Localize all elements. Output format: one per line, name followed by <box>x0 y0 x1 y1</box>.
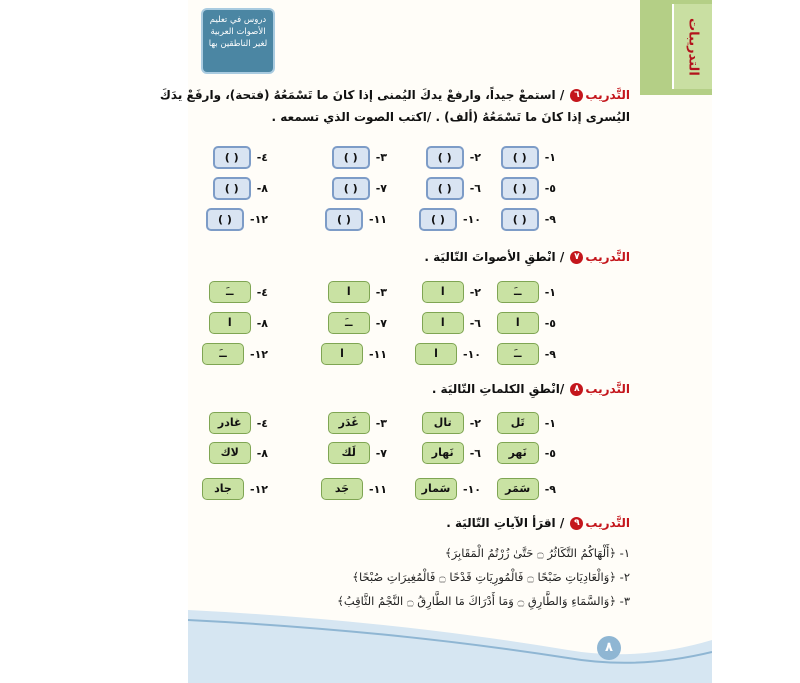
exercise-8-item-box: نَهر <box>497 442 539 464</box>
exercise-8-item-number: ٨- <box>256 446 268 460</box>
exercise-6-item-number: ٢- <box>469 151 481 164</box>
exercise-8-item <box>422 412 481 434</box>
exercise-6-item <box>419 208 481 231</box>
exercise-8-item <box>321 478 387 500</box>
exercise-8-item-box: لَك <box>328 442 370 464</box>
bottom-wave-decoration <box>188 600 712 683</box>
exercise-8-item-box: نَهار <box>422 442 464 464</box>
exercise-6-item-box[interactable]: ( ) <box>213 146 251 169</box>
exercise-8-text: /انْطقِ الكلماتِ التّاليَة . <box>431 382 565 396</box>
exercise-7-item-number: ١- <box>544 285 556 299</box>
exercise-7-item-box: ا <box>328 281 370 303</box>
exercise-7-item <box>415 343 481 365</box>
verse-1: ١- ﴿أَلْهَاكُمُ التَّكَاثُرُ ۝ حَتَّىٰ زُرْتُمُ الْمَقَابِرَ﴾ <box>444 546 630 560</box>
exercise-8-item <box>497 412 556 434</box>
exercise-7-item <box>497 281 556 303</box>
exercise-8-item-number: ٣- <box>375 416 387 430</box>
exercise-8-item-box: لاك <box>209 442 251 464</box>
exercise-6-item-number: ٧- <box>375 182 387 195</box>
exercise-6-item-box[interactable]: ( ) <box>419 208 457 231</box>
exercise-8-item <box>415 478 481 500</box>
exercise-7-number: ٧ <box>570 251 583 264</box>
exercise-6-number: ٦ <box>570 89 583 102</box>
exercise-7-item <box>497 343 556 365</box>
exercise-7-item-number: ٥- <box>544 316 556 330</box>
exercise-7-item-box: ــَ <box>209 281 251 303</box>
exercise-8-item-number: ٢- <box>469 416 481 430</box>
exercise-8-item-number: ١٢- <box>249 482 268 496</box>
exercise-6-item-box[interactable]: ( ) <box>501 208 539 231</box>
exercise-7-item-box: ــَ <box>497 281 539 303</box>
exercise-7-item <box>497 312 556 334</box>
exercise-7-text: / انْطقِ الأصواتَ التّاليَة . <box>424 250 565 264</box>
exercise-8-item-box: سَمار <box>415 478 457 500</box>
exercise-8-item <box>202 478 268 500</box>
exercise-7-item <box>321 343 387 365</box>
exercise-7-item-number: ١٠- <box>462 347 481 361</box>
exercise-7-item <box>209 312 268 334</box>
exercise-8-item-box: جاد <box>202 478 244 500</box>
exercise-8-item-number: ٥- <box>544 446 556 460</box>
exercise-8-item-number: ١- <box>544 416 556 430</box>
exercise-6-item-number: ٥- <box>544 182 556 195</box>
exercise-6-item-box[interactable]: ( ) <box>426 177 464 200</box>
exercise-6-item <box>426 177 481 200</box>
exercise-8-item <box>497 442 556 464</box>
exercise-8-item-box: سَمَر <box>497 478 539 500</box>
exercise-8-item-number: ١١- <box>368 482 387 496</box>
exercise-6-item-number: ٤- <box>256 151 268 164</box>
exercise-7-item <box>422 312 481 334</box>
exercise-7-item-box: ــَ <box>202 343 244 365</box>
exercise-7-item <box>209 281 268 303</box>
exercise-7-item-box: ــَ <box>328 312 370 334</box>
exercise-7-item-number: ١٢- <box>249 347 268 361</box>
exercise-7-item-box: ا <box>497 312 539 334</box>
exercise-7-item-number: ٧- <box>375 316 387 330</box>
exercise-7-item-box: ا <box>415 343 457 365</box>
exercise-7-item <box>422 281 481 303</box>
exercise-8-item-box: تال <box>422 412 464 434</box>
exercise-7-item-box: ا <box>321 343 363 365</box>
exercise-7-item-number: ١١- <box>368 347 387 361</box>
exercise-7-item-box: ــَ <box>497 343 539 365</box>
section-side-tab-label: التدريبات <box>672 4 712 89</box>
verse-3: ٣- ﴿وَالسَّمَاءِ وَالطَّارِقِ ۝ وَمَا أَدْرَاكَ مَا الطَّارِقُ ۝ النَّجْمُ الثَّاقِبُ﴾ <box>337 594 630 608</box>
exercise-7-item-box: ا <box>422 312 464 334</box>
exercise-6-item-number: ٣- <box>375 151 387 164</box>
section-side-tab <box>640 0 712 95</box>
exercise-8-item-number: ٦- <box>469 446 481 460</box>
exercise-7-item <box>328 281 387 303</box>
exercise-8-item <box>497 478 556 500</box>
exercise-7-item <box>328 312 387 334</box>
exercise-7-label: التَّدريب <box>585 250 630 264</box>
exercise-6-item <box>213 177 268 200</box>
exercise-6-item <box>332 177 387 200</box>
exercise-6-item-box[interactable]: ( ) <box>206 208 244 231</box>
exercise-8-item-box: تَل <box>497 412 539 434</box>
exercise-6-item-box[interactable]: ( ) <box>332 177 370 200</box>
exercise-6-item <box>213 146 268 169</box>
exercise-6-item-box[interactable]: ( ) <box>426 146 464 169</box>
exercise-6-line2: اليُسرى إذا كانَ ما تَسْمَعُهُ (ألف) . /اكتب الصوت الذي تسمعه . <box>271 110 630 124</box>
exercise-6-heading <box>160 88 630 102</box>
exercise-8-item-box: غادر <box>209 412 251 434</box>
exercise-8-item <box>422 442 481 464</box>
exercise-6-item-box[interactable]: ( ) <box>332 146 370 169</box>
exercise-7-item-number: ٦- <box>469 316 481 330</box>
exercise-6-item-number: ٨- <box>256 182 268 195</box>
exercise-9-label: التَّدريب <box>585 516 630 530</box>
exercise-8-label: التَّدريب <box>585 382 630 396</box>
exercise-7-item-number: ٤- <box>256 285 268 299</box>
exercise-6-item <box>206 208 268 231</box>
exercise-7-item-number: ٣- <box>375 285 387 299</box>
exercise-8-item <box>328 412 387 434</box>
exercise-7-item-box: ا <box>422 281 464 303</box>
exercise-8-item-box: غَدَر <box>328 412 370 434</box>
exercise-6-item-box[interactable]: ( ) <box>325 208 363 231</box>
exercise-7-item <box>202 343 268 365</box>
exercise-8-item <box>209 412 268 434</box>
exercise-6-item-box[interactable]: ( ) <box>501 177 539 200</box>
exercise-6-item-number: ٩- <box>544 213 556 226</box>
exercise-7-item-number: ٨- <box>256 316 268 330</box>
exercise-8-item-box: جَد <box>321 478 363 500</box>
exercise-6-label: التَّدريب <box>585 88 630 102</box>
exercise-8-item-number: ٩- <box>544 482 556 496</box>
exercise-6-item <box>325 208 387 231</box>
exercise-7-item-number: ٩- <box>544 347 556 361</box>
exercise-7-item-box: ا <box>209 312 251 334</box>
exercise-6-item <box>501 208 556 231</box>
exercise-9-number: ٩ <box>570 517 583 530</box>
book-title-label: دروس في تعليم الأصوات العربية لغير الناطقين بها <box>203 10 273 72</box>
exercise-6-item <box>501 146 556 169</box>
exercise-7-heading <box>424 250 630 264</box>
exercise-6-item-number: ١٢- <box>249 213 268 226</box>
exercise-8-item <box>209 442 268 464</box>
exercise-6-line1: / استمعْ جيداً، وارفعْ يدكَ اليُمنى إذا كانَ ما تَسْمَعُهُ (فتحة)، وارفَعْ يدَكَ <box>159 88 565 102</box>
page-number: ٨ <box>597 636 621 660</box>
exercise-6-item-box[interactable]: ( ) <box>213 177 251 200</box>
exercise-6-item-number: ١٠- <box>462 213 481 226</box>
exercise-6-item <box>501 177 556 200</box>
exercise-6-item-number: ١١- <box>368 213 387 226</box>
exercise-6-item <box>332 146 387 169</box>
exercise-6-item-box[interactable]: ( ) <box>501 146 539 169</box>
exercise-8-item <box>328 442 387 464</box>
exercise-9-text: / اقرَأ الآياتِ التّاليَة . <box>446 516 565 530</box>
exercise-8-item-number: ٤- <box>256 416 268 430</box>
exercise-8-heading <box>432 382 630 396</box>
exercise-7-item-number: ٢- <box>469 285 481 299</box>
exercise-8-item-number: ٧- <box>375 446 387 460</box>
exercise-9-heading <box>446 516 630 530</box>
exercise-8-number: ٨ <box>570 383 583 396</box>
exercise-8-item-number: ١٠- <box>462 482 481 496</box>
verse-2: ٢- ﴿وَالْعَادِيَاتِ ضَبْحًا ۝ فَالْمُورِيَاتِ قَدْحًا ۝ فَالْمُغِيرَاتِ صُبْحًا﴾ <box>352 570 630 584</box>
exercise-6-item-number: ٦- <box>469 182 481 195</box>
exercise-6-item <box>426 146 481 169</box>
exercise-6-item-number: ١- <box>544 151 556 164</box>
